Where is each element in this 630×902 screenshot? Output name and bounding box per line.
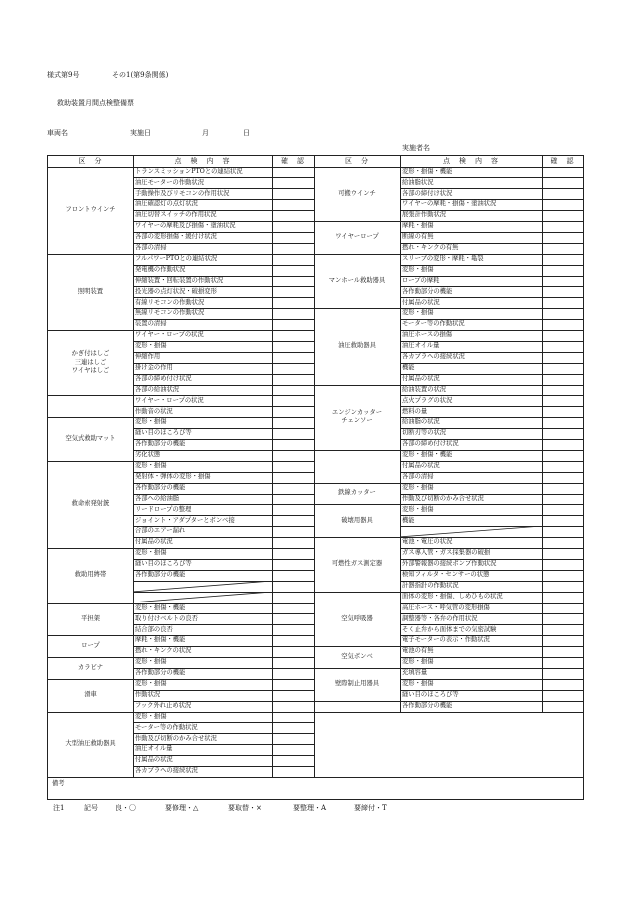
check-cell[interactable] — [272, 668, 314, 679]
inspection-item: 変形・損傷 — [135, 342, 167, 350]
check-cell[interactable] — [542, 352, 583, 363]
check-cell[interactable] — [272, 330, 314, 341]
legend-maintain: 要整理・A — [293, 804, 327, 812]
inspection-item: 高圧ホース・呼気管の変形損傷 — [402, 603, 490, 611]
check-cell[interactable] — [542, 450, 583, 461]
check-cell[interactable] — [542, 319, 583, 330]
inspection-item: 変形・損傷 — [135, 712, 167, 720]
check-cell[interactable] — [542, 592, 583, 603]
blank-cell-strike — [133, 592, 272, 603]
inspection-item: ジョイント・アダプターとボンベ接 — [135, 516, 235, 524]
check-cell[interactable] — [542, 472, 583, 483]
inspection-item: 変形・損傷 — [135, 549, 167, 557]
inspection-item: 各作動部分の機能 — [402, 287, 453, 295]
check-cell[interactable] — [542, 199, 583, 210]
inspection-item: 付属品の状況 — [135, 538, 173, 546]
check-cell[interactable] — [272, 199, 314, 210]
inspection-item: 変形・損傷 — [402, 658, 434, 666]
check-cell[interactable] — [542, 363, 583, 374]
month-label: 月 — [202, 129, 209, 137]
check-cell[interactable] — [542, 559, 583, 570]
form-sub-number: その1(第9条関係) — [112, 71, 169, 79]
inspection-item: 変形・損傷・機能 — [402, 167, 453, 175]
inspection-item: 計器指針の作動状況 — [402, 581, 459, 589]
inspection-item: ワイヤーの摩耗・損傷・塗油状況 — [402, 200, 497, 208]
check-cell[interactable] — [272, 690, 314, 701]
inspection-item: 縫い目のほころび等 — [402, 690, 459, 698]
inspection-item: 各部の給油状況 — [135, 385, 180, 393]
inspection-item: ワイヤー・ロープの状況 — [135, 331, 204, 339]
check-cell[interactable] — [272, 570, 314, 581]
check-cell[interactable] — [272, 744, 314, 755]
inspection-item: フルパワーPTOとの連結状況 — [135, 254, 218, 262]
legend-replace: 要取替・× — [228, 804, 262, 812]
remarks-area[interactable] — [48, 789, 583, 799]
check-cell[interactable] — [542, 177, 583, 188]
category-label: フロントウインチ — [65, 206, 116, 213]
check-cell[interactable] — [542, 330, 583, 341]
check-cell[interactable] — [542, 483, 583, 494]
inspection-item: 油圧切替スイッチの作用状況 — [135, 211, 217, 219]
check-cell[interactable] — [542, 243, 583, 254]
category-label: 救命索発射銃 — [71, 500, 110, 508]
inspection-item: 各部の締め付け状況 — [402, 440, 459, 448]
check-cell[interactable] — [272, 177, 314, 188]
category-label: かぎ付はしご 三連はしご ワイヤはしご — [71, 350, 110, 374]
check-cell[interactable] — [542, 701, 583, 712]
check-cell[interactable] — [272, 657, 314, 668]
inspection-item: 撚れ・キンクの有無 — [402, 244, 459, 252]
inspection-item: 各部の清掃 — [402, 472, 434, 480]
check-cell[interactable] — [542, 374, 583, 385]
category-label: カラビナ — [77, 663, 104, 671]
vehicle-label: 車両名 — [47, 129, 68, 137]
inspection-item: 縫い目のほころび等 — [135, 560, 192, 568]
inspection-item: 断線の有無 — [402, 233, 434, 241]
inspection-item: 発電機の作動状況 — [135, 265, 186, 273]
check-cell[interactable] — [272, 603, 314, 614]
check-cell[interactable] — [272, 646, 314, 657]
check-cell[interactable] — [542, 308, 583, 319]
inspection-item: 各部への給油脂 — [135, 494, 180, 502]
inspection-item: 切断刃等の状況 — [402, 429, 447, 437]
day-label: 日 — [243, 129, 250, 137]
check-cell[interactable] — [272, 428, 314, 439]
inspection-item: そく止弁から面体までの気密試験 — [402, 625, 497, 633]
inspection-item: 各カプラへの接続状況 — [135, 767, 198, 775]
category-label: 大型油圧救助器具 — [65, 740, 116, 748]
check-cell[interactable] — [272, 635, 314, 646]
inspection-item: 各部の締め付け状況 — [135, 374, 192, 382]
inspection-item: 装置の清掃 — [135, 320, 167, 328]
check-cell[interactable] — [542, 624, 583, 635]
check-cell[interactable] — [272, 624, 314, 635]
column-header-check: 確 認 — [550, 156, 575, 165]
row-divider — [314, 712, 400, 713]
check-cell[interactable] — [272, 559, 314, 570]
inspection-item: 外部警報器の接続ポンプ作動状況 — [402, 560, 497, 568]
check-cell[interactable] — [272, 319, 314, 330]
check-cell[interactable] — [272, 385, 314, 396]
check-cell[interactable] — [272, 515, 314, 526]
category-label: 可搬ウインチ — [338, 189, 376, 197]
check-cell[interactable] — [542, 276, 583, 287]
inspection-item: 油圧オイル量 — [135, 745, 173, 753]
check-cell[interactable] — [542, 286, 583, 297]
check-cell[interactable] — [272, 722, 314, 733]
blank-cell-strike — [133, 581, 272, 592]
inspection-item: モーター等の作動状況 — [135, 723, 198, 731]
inspection-item: 各部の清掃 — [135, 244, 167, 252]
check-cell[interactable] — [272, 286, 314, 297]
inspection-item: 変形・損傷 — [402, 680, 434, 688]
check-cell[interactable] — [272, 254, 314, 265]
check-cell[interactable] — [272, 210, 314, 221]
check-cell[interactable] — [272, 167, 314, 178]
check-cell[interactable] — [272, 733, 314, 744]
check-cell[interactable] — [542, 613, 583, 624]
inspection-item: 電池の有無 — [402, 647, 434, 655]
check-cell[interactable] — [542, 657, 583, 668]
check-cell[interactable] — [272, 417, 314, 428]
form-number: 様式第9号 — [47, 71, 80, 79]
check-cell[interactable] — [272, 406, 314, 417]
inspection-item: 作動状況 — [135, 690, 161, 698]
check-cell[interactable] — [272, 504, 314, 515]
category-label: ワイヤーロープ — [335, 233, 379, 241]
check-cell[interactable] — [272, 548, 314, 559]
column-divider — [542, 156, 543, 712]
check-cell[interactable] — [272, 265, 314, 276]
check-cell[interactable] — [542, 417, 583, 428]
check-cell[interactable] — [542, 395, 583, 406]
check-cell[interactable] — [272, 439, 314, 450]
check-cell[interactable] — [272, 766, 314, 777]
inspection-item: 給油装置の状況 — [402, 385, 447, 393]
inspection-item: 電子モーターの表示・作動状況 — [402, 636, 490, 644]
inspection-item: 油圧確認灯の点灯状況 — [135, 200, 198, 208]
inspector-label: 実施者名 — [402, 144, 430, 152]
inspection-item: 機能 — [402, 516, 415, 524]
check-cell[interactable] — [542, 254, 583, 265]
inspection-item: 劣化状態 — [135, 451, 161, 459]
inspection-item: 検知フィルタ・センサーの状態 — [402, 571, 490, 579]
check-cell[interactable] — [272, 374, 314, 385]
inspection-item: 各部の変形損傷・緩付け状況 — [135, 233, 217, 241]
check-cell[interactable] — [272, 537, 314, 548]
inspection-item: 各作動部分の機能 — [135, 571, 186, 579]
inspection-item: 作動及び切断のかみ合せ状況 — [135, 734, 217, 742]
check-cell[interactable] — [272, 232, 314, 243]
inspection-item: 合部のエアー漏れ — [135, 527, 186, 535]
category-label — [48, 395, 133, 417]
inspection-item: 作動音の状況 — [135, 407, 173, 415]
check-cell[interactable] — [542, 635, 583, 646]
inspection-item: 各カプラへの接続状況 — [402, 353, 465, 361]
column-divider — [400, 156, 401, 712]
inspection-item: 付属品の状況 — [402, 374, 440, 382]
column-divider — [133, 156, 134, 777]
check-cell[interactable] — [272, 472, 314, 483]
category-label: 壁際制止用器具 — [334, 680, 380, 688]
inspection-item: スリーブの変形・摩耗・亀裂 — [402, 254, 484, 262]
inspection-item: モーター等の作動状況 — [402, 320, 465, 328]
check-cell[interactable] — [542, 526, 583, 537]
check-cell[interactable] — [542, 668, 583, 679]
legend-good: 良・〇 — [115, 804, 136, 812]
remarks-divider — [48, 777, 583, 778]
inspection-item: 各作動部分の機能 — [402, 701, 453, 709]
check-cell[interactable] — [272, 526, 314, 537]
check-cell[interactable] — [542, 646, 583, 657]
inspection-item: ワイヤー・ロープの状況 — [135, 396, 204, 404]
category-label: 救助用縛帯 — [74, 571, 107, 579]
check-cell[interactable] — [542, 406, 583, 417]
inspection-item: フック外れ止め状況 — [135, 701, 192, 709]
legend-repair: 要修理・△ — [165, 804, 199, 812]
check-cell[interactable] — [272, 188, 314, 199]
inspection-item: 発射体・弾体の変形・損傷 — [135, 472, 211, 480]
inspection-table — [47, 155, 584, 800]
inspection-item: リードロープの整理 — [135, 505, 192, 513]
inspection-item: 各作動部分の機能 — [135, 483, 186, 491]
check-cell[interactable] — [542, 210, 583, 221]
check-cell[interactable] — [542, 690, 583, 701]
check-cell[interactable] — [542, 461, 583, 472]
inspection-item: ワイヤーの摩耗及び損傷・塗油状況 — [135, 222, 236, 230]
inspection-item: 変形・損傷・機能 — [402, 451, 453, 459]
legend-tighten: 要締付・T — [354, 804, 387, 812]
inspection-item: 付属品の状況 — [402, 298, 440, 306]
check-cell[interactable] — [272, 679, 314, 690]
inspection-item: 変形・損傷・機能 — [135, 603, 186, 611]
inspection-item: 変形・損傷 — [135, 418, 167, 426]
check-cell[interactable] — [272, 341, 314, 352]
check-cell[interactable] — [542, 341, 583, 352]
column-header-category: 区 分 — [345, 156, 369, 165]
inspection-item: ガス導入管・ガス採集器の破損 — [402, 549, 491, 557]
date-label: 実施日 — [130, 129, 151, 137]
inspection-item: 面体の変形・損傷、しめひもの状況 — [402, 592, 503, 600]
check-cell[interactable] — [542, 515, 583, 526]
check-cell[interactable] — [542, 494, 583, 505]
blank-cell-strike — [400, 526, 542, 537]
check-cell[interactable] — [542, 265, 583, 276]
inspection-item: 伸縮作用 — [135, 353, 161, 361]
check-cell[interactable] — [272, 755, 314, 766]
check-cell[interactable] — [272, 308, 314, 319]
check-cell[interactable] — [272, 701, 314, 712]
check-cell[interactable] — [542, 232, 583, 243]
symbol-label: 記号 — [84, 804, 98, 812]
inspection-item: 燃料の量 — [402, 407, 428, 415]
check-cell[interactable] — [272, 352, 314, 363]
check-cell[interactable] — [272, 450, 314, 461]
inspection-item: 電池・電圧の状況 — [402, 538, 453, 546]
category-label: ロープ — [81, 642, 100, 649]
inspection-item: 無線リモコンの作動状況 — [135, 309, 205, 317]
check-cell[interactable] — [272, 581, 314, 592]
check-cell[interactable] — [542, 504, 583, 515]
category-label: 照明装置 — [77, 287, 104, 295]
category-label: 平担架 — [81, 614, 100, 622]
inspection-item: 変形・損傷 — [402, 309, 434, 317]
inspection-item: 充填容量 — [402, 669, 428, 677]
check-cell[interactable] — [542, 548, 583, 559]
category-label: 油圧救助器具 — [338, 342, 376, 350]
inspection-item: 調整器等・各弁の作用状況 — [402, 614, 478, 622]
inspection-item: 掛け金の作用 — [135, 363, 173, 371]
page-title: 救助装置月間点検整備票 — [57, 99, 134, 107]
inspection-item: 付属品の状況 — [135, 756, 173, 764]
inspection-item: 油圧モーターの作動状況 — [135, 178, 205, 186]
check-cell[interactable] — [542, 581, 583, 592]
column-divider — [314, 156, 315, 777]
inspection-item: 縫い目のほころび等 — [135, 429, 192, 437]
check-cell[interactable] — [272, 297, 314, 308]
inspection-item: 変形・損傷 — [135, 680, 167, 688]
column-divider — [272, 156, 273, 777]
check-cell[interactable] — [542, 188, 583, 199]
check-cell[interactable] — [542, 297, 583, 308]
inspection-item: トランスミッションPTOとの連結状況 — [135, 167, 243, 175]
check-cell[interactable] — [272, 243, 314, 254]
check-cell[interactable] — [272, 276, 314, 287]
inspection-item: 変形・損傷 — [402, 265, 434, 273]
category-label: 滑車 — [84, 691, 97, 699]
check-cell[interactable] — [542, 428, 583, 439]
inspection-item: 各部の締付け状況 — [402, 189, 453, 197]
check-cell[interactable] — [272, 494, 314, 505]
column-header-content: 点 検 内 容 — [443, 156, 499, 165]
inspection-item: 変形・損傷 — [135, 658, 167, 666]
remarks-label: 備考 — [52, 779, 65, 787]
column-header-category: 区 分 — [78, 156, 103, 165]
check-cell[interactable] — [272, 712, 314, 723]
check-cell[interactable] — [272, 363, 314, 374]
check-cell[interactable] — [542, 603, 583, 614]
check-cell[interactable] — [272, 483, 314, 494]
category-label: 鉄線カッター — [338, 489, 376, 497]
inspection-item: 給油脂の状況 — [402, 418, 440, 426]
check-cell[interactable] — [542, 385, 583, 396]
category-label: エンジンカッター チェンソー — [332, 409, 382, 425]
category-label: マンホール救助器具 — [328, 276, 386, 284]
row-divider — [400, 712, 583, 713]
note-label: 注1 — [53, 804, 65, 812]
check-cell[interactable] — [542, 570, 583, 581]
category-label — [314, 701, 400, 712]
inspection-item: 各作動部分の機能 — [135, 669, 186, 677]
inspection-item: 付属品の状況 — [402, 462, 440, 470]
inspection-item: 結合部の良否 — [135, 625, 173, 633]
inspection-item: 油圧オイル量 — [402, 342, 440, 350]
inspection-item: 変形・損傷 — [135, 462, 167, 470]
inspection-item: 展張計作動状況 — [402, 211, 447, 219]
check-cell[interactable] — [542, 679, 583, 690]
inspection-item: 油圧ホースの損傷 — [402, 331, 453, 339]
check-cell[interactable] — [272, 461, 314, 472]
inspection-item: 撚れ・キンクの状況 — [135, 647, 192, 655]
check-cell[interactable] — [272, 221, 314, 232]
check-cell[interactable] — [542, 439, 583, 450]
inspection-item: 給油脂状況 — [402, 178, 434, 186]
check-cell[interactable] — [542, 537, 583, 548]
category-label: 空気呼吸器 — [341, 614, 373, 622]
check-cell[interactable] — [542, 221, 583, 232]
category-label: 空気式救助マット — [65, 434, 116, 442]
check-cell[interactable] — [542, 167, 583, 178]
check-cell[interactable] — [272, 395, 314, 406]
inspection-item: 作動及び切断のかみ合せ状況 — [402, 494, 484, 502]
inspection-item: 投光器の点灯状況・破損変形 — [135, 287, 217, 295]
inspection-item: 各作動部分の機能 — [135, 440, 186, 448]
inspection-item: 伸縮装置・回転装置の作動状況 — [135, 276, 224, 284]
inspection-item: 変形・損傷 — [402, 505, 434, 513]
category-label: 空気ボンベ — [341, 652, 373, 660]
inspection-item: 摩耗・損傷 — [402, 222, 434, 230]
column-header-check: 確 認 — [281, 156, 305, 165]
inspection-item: 手動操作及びリモコンの作用状況 — [135, 189, 230, 197]
inspection-item: 有線リモコンの作動状況 — [135, 298, 205, 306]
check-cell[interactable] — [272, 592, 314, 603]
inspection-item: 取り付けベルトの良否 — [135, 614, 198, 622]
inspection-item: 点火プラグの状況 — [402, 396, 453, 404]
category-label — [314, 450, 400, 483]
column-header-content: 点 検 内 容 — [174, 156, 231, 165]
category-label: 破壊用器具 — [341, 516, 373, 524]
inspection-item: 機能 — [402, 363, 415, 371]
inspection-item: 変形・損傷 — [402, 483, 434, 491]
inspection-item: 摩耗・損傷・機能 — [135, 636, 186, 644]
inspection-item: ロープの摩耗 — [402, 276, 440, 284]
check-cell[interactable] — [272, 613, 314, 624]
category-label: 可燃性ガス測定器 — [331, 560, 383, 568]
